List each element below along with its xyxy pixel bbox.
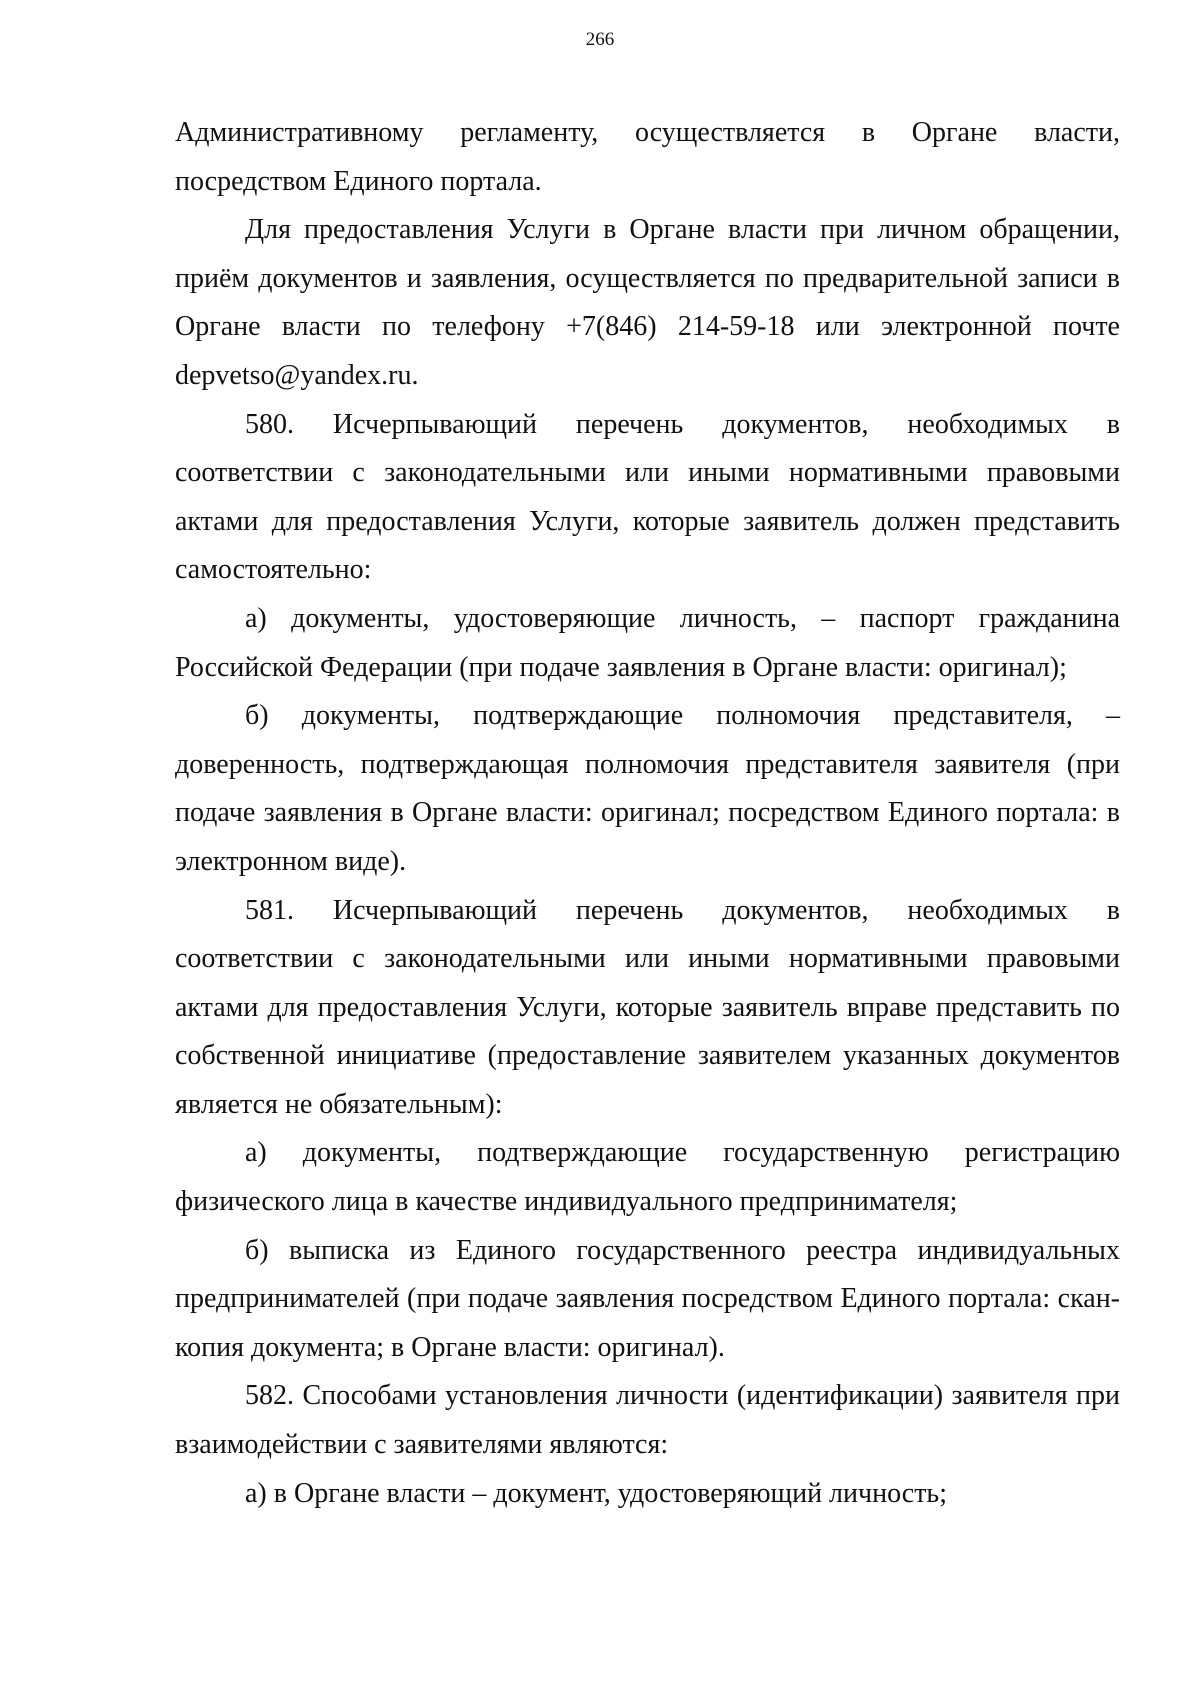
paragraph-582-a: а) в Органе власти – документ, удостоверяющий личность; [245,1477,947,1509]
paragraph-580: 580. Исчерпывающий перечень документов, необходимых в соответствии с законодательными или иными нормативными правовыми актами для предоставления Услуги, которые заявитель должен представить самостоятельно: [175,408,1120,586]
document-body [175,109,1120,1518]
paragraph-580-a: а) документы, удостоверяющие личность, – паспорт гражданина Российской Федерации (при подаче заявления в Органе власти: оригинал); [175,602,1120,683]
paragraph-580-b: б) документы, подтверждающие полномочия представителя, – доверенность, подтверждающая полномочия представителя заявителя (при подаче заявления в Органе власти: оригинал; посредством Единого портала: в электронном виде). [175,700,1120,877]
paragraph-581: 581. Исчерпывающий перечень документов, необходимых в соответствии с законодательными или иными нормативными правовыми актами для предоставления Услуги, которые заявитель вправе представить по собственной инициативе (предоставление заявителем указанных документов является не обязательным): [175,894,1120,1120]
paragraph-581-a: а) документы, подтверждающие государственную регистрацию физического лица в качестве индивидуального предпринимателя; [175,1137,1120,1218]
paragraph-appointment-contacts: Для предоставления Услуги в Органе власти при личном обращении, приём документов и заявления, осуществляется по предварительной записи в Органе власти по телефону +7(846) 214-59-18 или электронной почте depvetso@yandex.ru. [175,214,1120,391]
paragraph-581-b: б) выписка из Единого государственного реестра индивидуальных предпринимателей (при подаче заявления посредством Единого портала: скан-копия документа; в Органе власти: оригинал). [175,1234,1120,1363]
page-number: 266 [585,29,615,50]
paragraph-582: 582. Способами установления личности (идентификации) заявителя при взаимодействии с заявителями являются: [175,1380,1120,1461]
paragraph-continuation: Административному регламенту, осуществляется в Органе власти, посредством Единого портала. [175,117,1120,197]
